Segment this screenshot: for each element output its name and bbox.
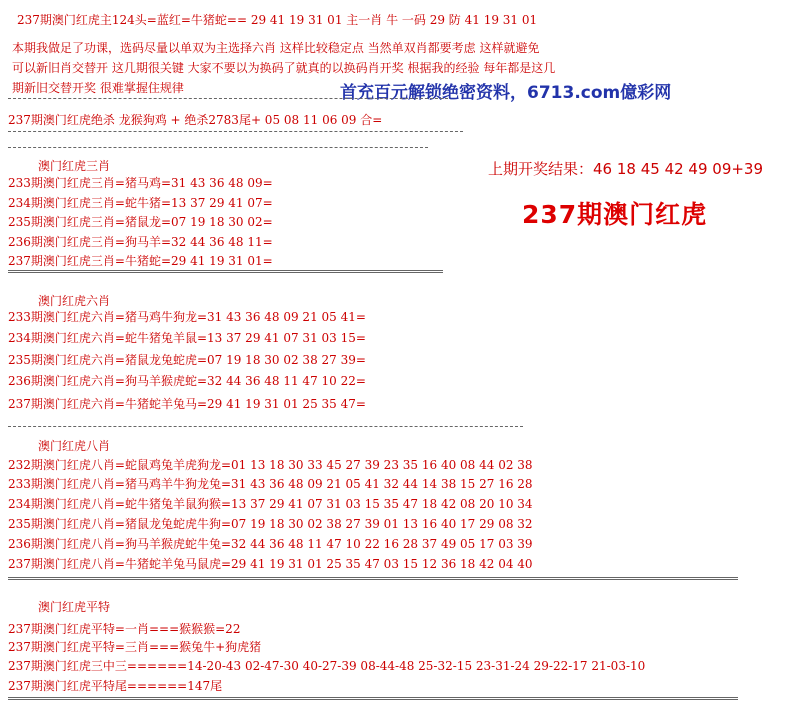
list-item: 236期澳门红虎六肖=狗马羊猴虎蛇=32 44 36 48 11 47 10 22= <box>8 374 366 388</box>
header-line: 237期澳门红虎主124头=蓝红=牛猪蛇== 29 41 19 31 01 主一肖 牛 一码 29 防 41 19 31 01 <box>17 13 538 27</box>
divider <box>8 577 738 580</box>
list-item: 233期澳门红虎三肖=猪马鸡=31 43 36 48 09= <box>8 176 273 190</box>
list-item: 232期澳门红虎八肖=蛇鼠鸡兔羊虎狗龙=01 13 18 30 33 45 27 39 23 35 16 40 08 44 02 38 <box>8 458 533 472</box>
list-item: 237期澳门红虎六肖=牛猪蛇羊兔马=29 41 19 31 01 25 35 47= <box>8 397 366 411</box>
list-item: 233期澳门红虎六肖=猪马鸡牛狗龙=31 43 36 48 09 21 05 41= <box>8 310 366 324</box>
divider <box>8 270 443 273</box>
list-item: 236期澳门红虎三肖=狗马羊=32 44 36 48 11= <box>8 235 273 249</box>
last-result: 上期开奖结果：46 18 45 42 49 09+39 <box>488 160 764 178</box>
list-item: 235期澳门红虎六肖=猪鼠龙兔蛇虎=07 19 18 30 02 38 27 39= <box>8 353 366 367</box>
divider <box>8 98 448 99</box>
list-item: 235期澳门红虎八肖=猪鼠龙兔蛇虎牛狗=07 19 18 30 02 38 27 39 01 13 16 40 17 29 08 32 <box>8 517 533 531</box>
section-title-three: 澳门红虎三肖 <box>38 159 111 173</box>
list-item: 234期澳门红虎六肖=蛇牛猪兔羊鼠=13 37 29 41 07 31 03 15= <box>8 331 366 345</box>
intro-line-1: 本期我做足了功课，选码尽量以单双为主选择六肖 这样比较稳定点 当然单双肖都要考虑 这样就避免 <box>12 41 540 55</box>
intro-line-3: 期新旧交替开奖 很难掌握住规律 <box>12 81 184 95</box>
watermark-banner: 首充百元解锁绝密资料，6713.com億彩网 <box>340 83 672 103</box>
list-item: 237期澳门红虎三中三======14-20-43 02-47-30 40-27-39 08-44-48 25-32-15 23-31-24 29-22-17 21-03-10 <box>8 659 646 673</box>
issue-title: 237期澳门红虎 <box>522 200 708 229</box>
list-item: 234期澳门红虎三肖=蛇牛猪=13 37 29 41 07= <box>8 196 273 210</box>
section-title-eight: 澳门红虎八肖 <box>38 439 111 453</box>
divider <box>8 697 738 700</box>
divider <box>8 426 523 427</box>
kill-line: 237期澳门红虎绝杀 龙猴狗鸡 + 绝杀2783尾+ 05 08 11 06 09 合= <box>8 113 383 127</box>
section-title-special: 澳门红虎平特 <box>38 600 111 614</box>
divider <box>8 147 428 148</box>
list-item: 237期澳门红虎三肖=牛猪蛇=29 41 19 31 01= <box>8 254 273 268</box>
list-item: 237期澳门红虎平特=一肖===猴猴猴=22 <box>8 622 241 636</box>
list-item: 237期澳门红虎平特=三肖===猴兔牛+狗虎猪 <box>8 640 262 654</box>
divider <box>8 131 463 132</box>
list-item: 237期澳门红虎平特尾======147尾 <box>8 679 223 693</box>
list-item: 236期澳门红虎八肖=狗马羊猴虎蛇牛兔=32 44 36 48 11 47 10 22 16 28 37 49 05 17 03 39 <box>8 537 533 551</box>
list-item: 234期澳门红虎八肖=蛇牛猪兔羊鼠狗猴=13 37 29 41 07 31 03 15 35 47 18 42 08 20 10 34 <box>8 497 533 511</box>
list-item: 235期澳门红虎三肖=猪鼠龙=07 19 18 30 02= <box>8 215 273 229</box>
list-item: 233期澳门红虎八肖=猪马鸡羊牛狗龙兔=31 43 36 48 09 21 05 41 32 44 14 38 15 27 16 28 <box>8 477 533 491</box>
section-title-six: 澳门红虎六肖 <box>38 294 111 308</box>
list-item: 237期澳门红虎八肖=牛猪蛇羊兔马鼠虎=29 41 19 31 01 25 35 47 03 15 12 36 18 42 04 40 <box>8 557 533 571</box>
intro-line-2: 可以新旧肖交替开 这几期很关键 大家不要以为换码了就真的以换码肖开奖 根据我的经验 每年都是这几 <box>12 61 556 75</box>
